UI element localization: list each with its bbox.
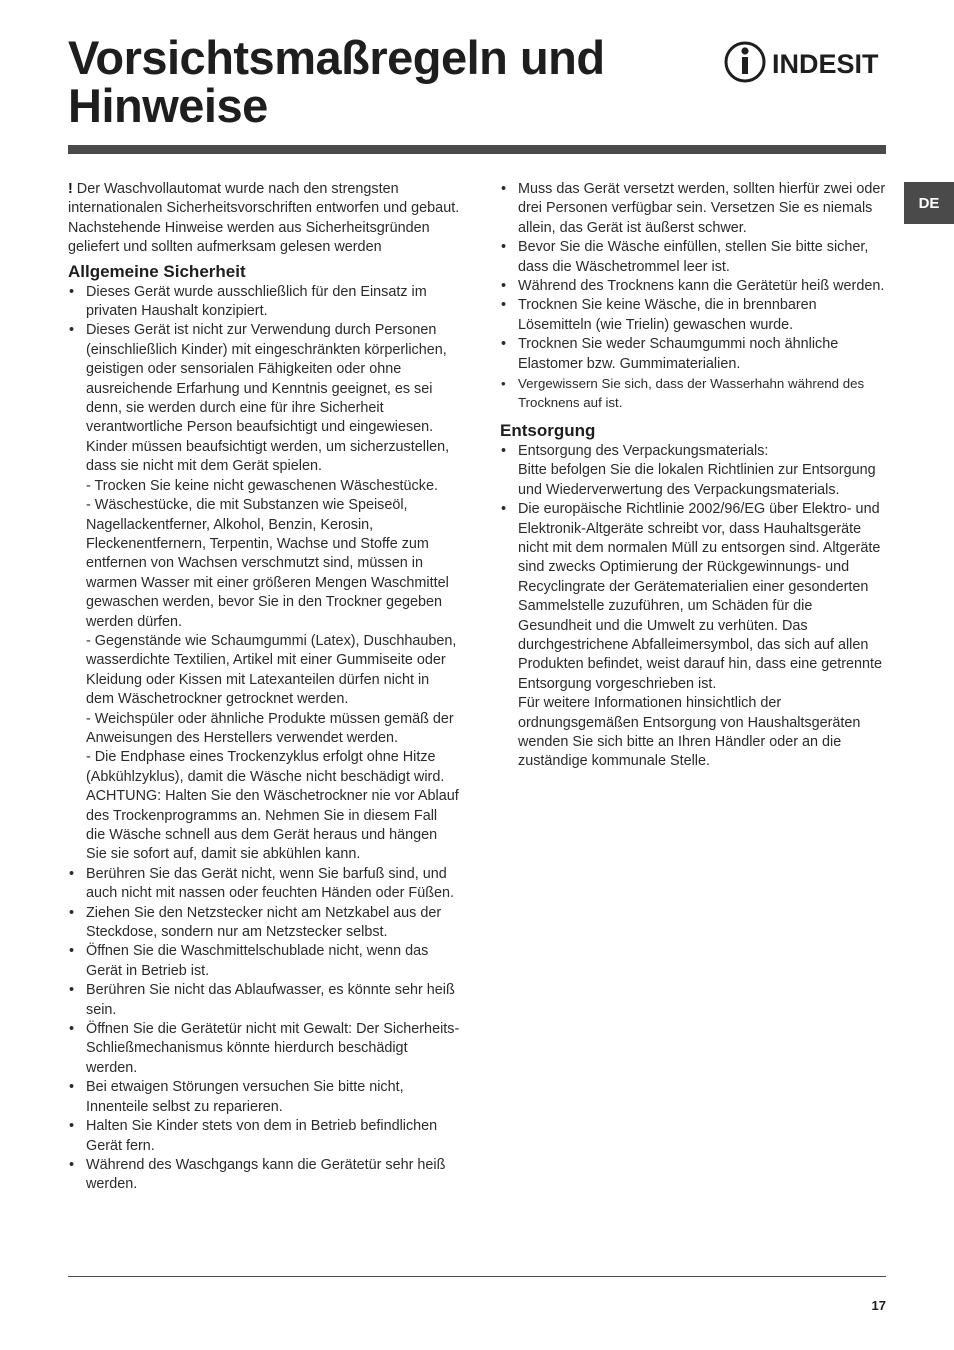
list-item	[500, 335, 886, 374]
list-item	[500, 277, 886, 296]
list-item-subtext: - Wäschestücke, die mit Substanzen wie Speiseöl, Nagellackentferner, Alkohol, Benzin, Kerosin, Fleckenentfernern, Terpentin, Wachse und Stoffe zum entfernen von Wachsen verschmutzt sind, müssen in warmen Wasser mit einer größeren Mengen Waschmittel gewaschen werden, bevor Sie in den Trockner gegeben werden dürfen.	[86, 497, 449, 630]
list-item	[500, 500, 886, 772]
list-item-text: Vergewissern Sie sich, dass der Wasserhahn während des Trocknens auf ist.	[518, 376, 865, 411]
list-item-subtext: ACHTUNG: Halten Sie den Wäschetrockner nie vor Ablauf des Trockenprogramms an. Nehmen Sie in diesem Fall die Wäsche schnell aus dem Gerät heraus und hängen Sie sie sofort auf, damit sie abkühlen kann.	[86, 788, 459, 863]
list-item	[68, 1117, 460, 1156]
list-item	[68, 1078, 460, 1117]
list-item-text: Die europäische Richtlinie 2002/96/EG über Elektro- und Elektronik-Altgeräte schreibt vor, dass Hauhaltsgeräte nicht mit dem normalen Müll zu entsorgen sind. Altgeräte sind zwecks Optimierung der Rückgewinnungs- und Recyclingrate der Gerätematerialien einer gesonderten Sammelstelle zuzuführen, um Schäden für die Gesundheit und die Umwelt zu verhüten. Das durchgestrichene Abfalleimersymbol, das sich auf allen Produkten befindet, weist darauf hin, dass eine getrennte Entsorgung vorgeschrieben ist.	[518, 501, 883, 692]
list-item-text: Muss das Gerät versetzt werden, sollten hierfür zwei oder drei Personen verfügbar sein. Versetzen Sie es niemals allein, das Gerät ist äußerst schwer.	[518, 181, 886, 236]
list-item-text: Während des Trocknens kann die Gerätetür heiß werden.	[518, 278, 885, 295]
general-safety-heading: Allgemeine Sicherheit	[68, 261, 246, 281]
language-tab: DE	[904, 182, 954, 224]
right-column	[500, 180, 886, 772]
list-item-text: Bevor Sie die Wäsche einfüllen, stellen Sie bitte sicher, dass die Wäschetrommel leer ist.	[518, 239, 869, 275]
list-item	[500, 374, 886, 413]
list-item	[500, 180, 886, 238]
list-item-text: Bei etwaigen Störungen versuchen Sie bitte nicht, Innenteile selbst zu reparieren.	[86, 1079, 404, 1115]
disposal-list	[500, 442, 886, 772]
list-item	[68, 1020, 460, 1078]
list-item-subtext: - Weichspüler oder ähnliche Produkte müssen gemäß der Anweisungen des Herstellers verwendet werden.	[86, 710, 454, 746]
list-item-text: Halten Sie Kinder stets von dem in Betrieb befindlichen Gerät fern.	[86, 1118, 438, 1154]
brand-wordmark: INDESIT	[772, 49, 879, 79]
list-item-subtext: Bitte befolgen Sie die lokalen Richtlinien zur Entsorgung und Wiederverwertung des Verpackungsmaterials.	[518, 462, 876, 498]
general-safety-list	[68, 283, 460, 1195]
list-item-subtext: - Die Endphase eines Trockenzyklus erfolgt ohne Hitze (Abkühlzyklus), damit die Wäsche nicht beschädigt wird.	[86, 749, 445, 785]
header-rule	[68, 145, 886, 154]
list-item-text: Berühren Sie das Gerät nicht, wenn Sie barfuß sind, und auch nicht mit nassen oder feuchten Händen oder Füßen.	[86, 865, 454, 902]
list-item-subtext: - Gegenstände wie Schaumgummi (Latex), Duschhauben, wasserdichte Textilien, Artikel mit einer Gummiseite oder Kleidung oder Kissen mit Latexanteilen dürfen nicht in dem Wäschetrockner getrocknet werden.	[86, 632, 457, 708]
list-item	[68, 321, 460, 864]
intro-text: Der Waschvollautomat wurde nach den strengsten internationalen Sicherheitsvorschriften entworfen und gebaut. Nachstehende Hinweise werden aus Sicherheitsgründen geliefert und sollten aufmerksam gelesen werden	[68, 181, 460, 256]
list-item-text: Dieses Gerät ist nicht zur Verwendung durch Personen (einschließlich Kinder) mit eingeschränkten körperlichen, geistigen oder sensorialen Fähigkeiten oder ohne ausreichende Erfarhung und Kenntnis geeignet, es sei denn, sie werden durch eine für ihre Sicherheit verantwortliche Person beaufsichtigt und eingewiesen. Kinder müssen beaufsichtigt werden, um sicherzustellen, dass sie nicht mit dem Gerät spielen.	[86, 322, 450, 475]
page-title: Vorsichtsmaßregeln und Hinweise	[68, 31, 605, 132]
list-item	[500, 296, 886, 335]
disposal-heading: Entsorgung	[500, 420, 596, 440]
list-item	[68, 942, 460, 981]
list-item-text: Öffnen Sie die Waschmittelschublade nicht, wenn das Gerät in Betrieb ist.	[86, 943, 429, 979]
list-item-text: Berühren Sie nicht das Ablaufwasser, es könnte sehr heiß sein.	[86, 982, 455, 1018]
list-item-text: Ziehen Sie den Netzstecker nicht am Netzkabel aus der Steckdose, sondern nur am Netzstecker selbst.	[86, 904, 442, 941]
list-item	[68, 865, 460, 904]
list-item-subtext: - Trocken Sie keine nicht gewaschenen Wäschestücke.	[86, 477, 438, 494]
list-item-text: Trocknen Sie weder Schaumgummi noch ähnliche Elastomer bzw. Gummimaterialien.	[518, 336, 839, 372]
list-item-subtext: Für weitere Informationen hinsichtlich der ordnungsgemäßen Entsorgung von Haushaltsgeräten wenden Sie sich bitte an Ihren Händler oder an die zuständige kommunale Stelle.	[518, 695, 861, 770]
indesit-logo	[722, 38, 888, 88]
list-item	[500, 238, 886, 277]
list-item	[68, 904, 460, 943]
list-item-text: Trocknen Sie keine Wäsche, die in brennbaren Lösemitteln (wie Trielin) gewaschen wurde.	[518, 297, 817, 333]
footer-rule	[68, 1276, 886, 1277]
list-item-text: Während des Waschgangs kann die Gerätetür sehr heiß werden.	[86, 1156, 446, 1193]
list-item	[68, 283, 460, 322]
list-item-text: Dieses Gerät wurde ausschließlich für den Einsatz im privaten Haushalt konzipiert.	[86, 283, 427, 320]
warning-mark: !	[68, 181, 73, 197]
left-column	[68, 180, 460, 1195]
intro-paragraph	[68, 180, 460, 258]
list-item	[500, 442, 886, 500]
list-item	[68, 981, 460, 1020]
list-item	[68, 1156, 460, 1195]
safety-list-continued	[500, 180, 886, 413]
page-number: 17	[871, 1298, 886, 1313]
list-item-text: Entsorgung des Verpackungsmaterials:	[518, 442, 769, 459]
list-item-text: Öffnen Sie die Gerätetür nicht mit Gewalt: Der Sicherheits-Schließmechanismus könnte hierdurch beschädigt werden.	[86, 1021, 460, 1076]
